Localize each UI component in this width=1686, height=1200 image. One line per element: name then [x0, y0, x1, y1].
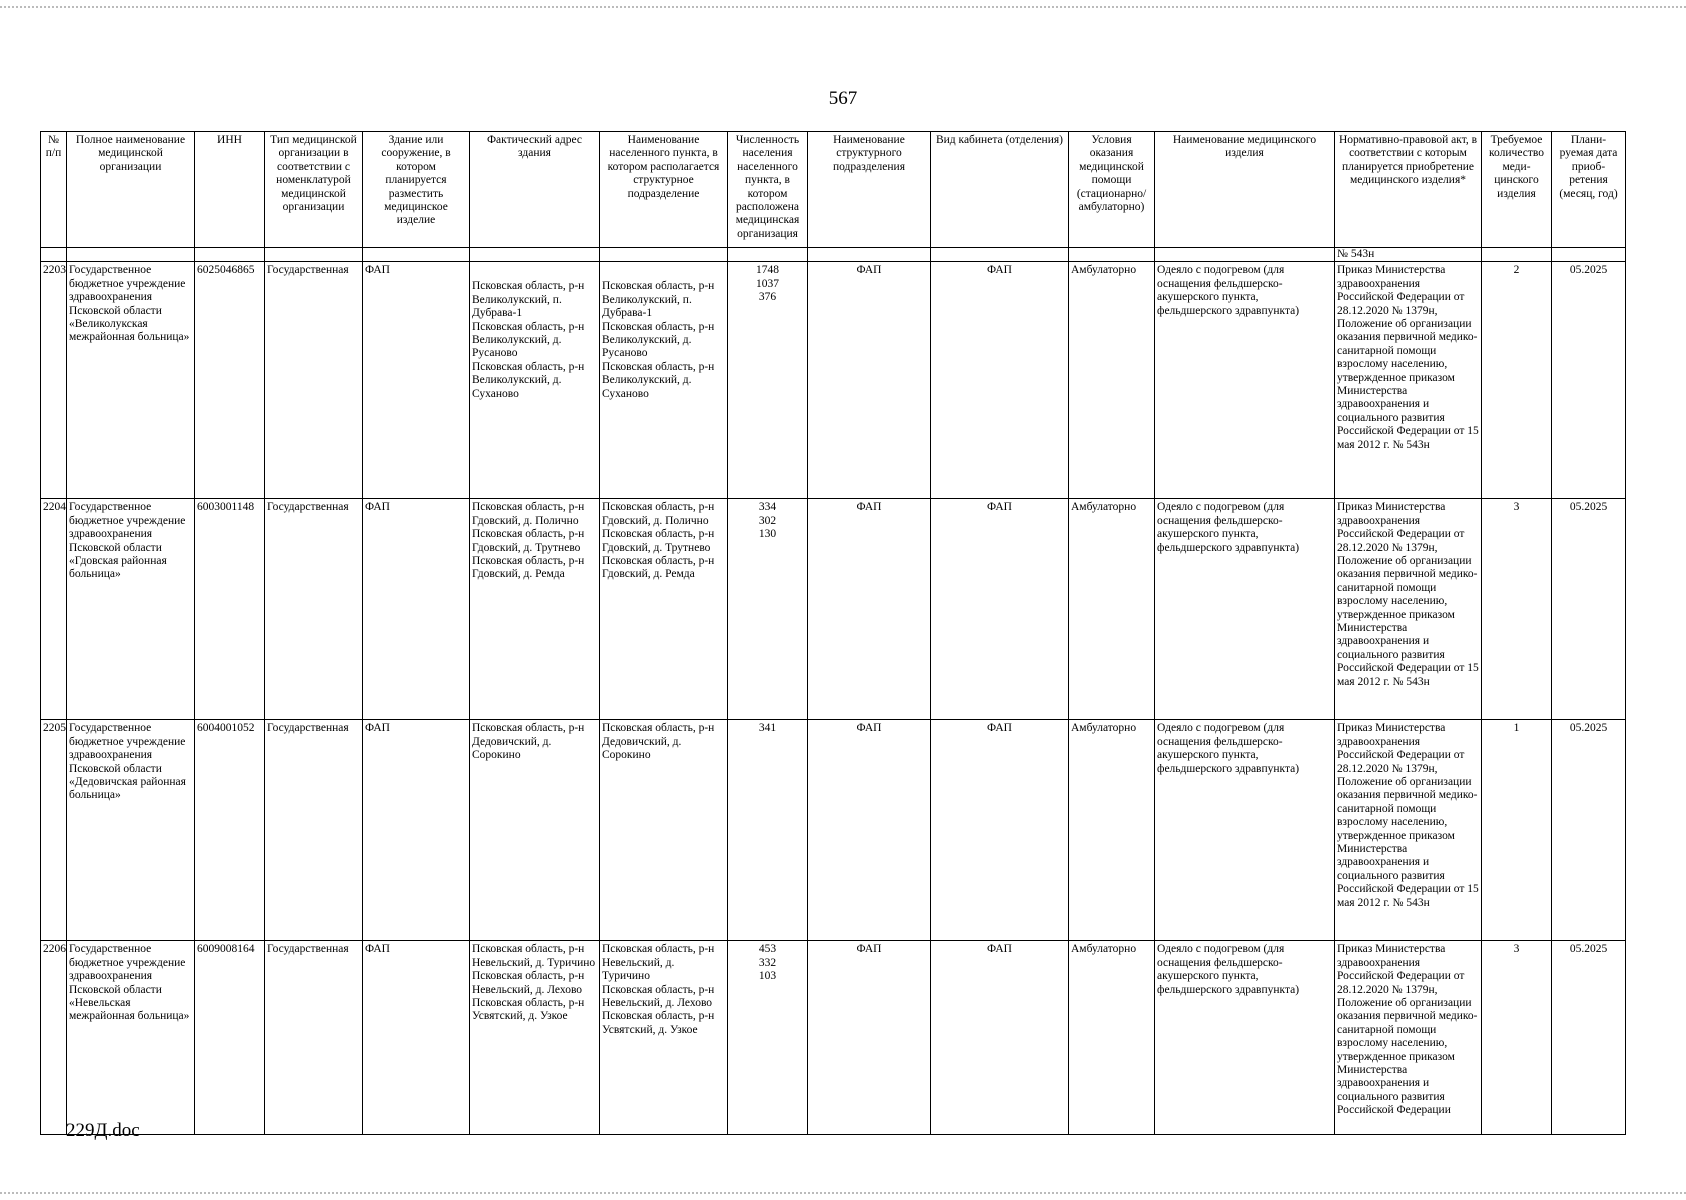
address-cell: [470, 720, 600, 941]
org-type: Государственная: [265, 262, 363, 499]
device: Одеяло с подогревом (для оснащения фельдшерско-акушерского пункта, фельдшерского здравпункта): [1155, 262, 1335, 499]
address: Псковская область, р-н Великолукский, д. Русаново: [472, 320, 585, 360]
org-type: Государственная: [265, 499, 363, 720]
subdivision: ФАП: [808, 720, 931, 941]
population: 332: [758, 956, 777, 969]
page-number: 567: [828, 88, 858, 109]
locality: Псковская область, р-н Гдовский, д. Ремда: [602, 555, 715, 581]
conditions: Амбулаторно: [1069, 262, 1155, 499]
row-number: 2205: [41, 720, 67, 941]
quantity: 1: [1482, 720, 1552, 941]
purchase-date: 05.2025: [1552, 499, 1626, 720]
header-cell: Требуемое количество меди-цинского изделия: [1482, 132, 1552, 248]
address: Псковская область, р-н Дедовичский, д. Сорокино: [472, 722, 585, 762]
legal-act: Приказ Министерства здравоохранения Российской Федерации от 28.12.2020 № 1379н, Положение об организации оказания первичной медико-санитарной помощи взрослому населению, утвержденное приказом Министерства здравоохранения и социального развития Российской Федерации от 15 мая 2012 г. № 543н: [1335, 499, 1482, 720]
header-cell: Здание или сооружение, в котором планируется разместить медицинское изделие: [363, 132, 470, 248]
header-cell: Фактический адрес здания: [470, 132, 600, 248]
org-type: Государственная: [265, 720, 363, 941]
org-name: Государственное бюджетное учреждение здравоохранения Псковской области «Дедовичская районная больница»: [67, 720, 195, 941]
header-cell: Плани-руемая дата приоб-ретения (месяц, год): [1552, 132, 1626, 248]
address: Псковская область, р-н Великолукский, д. Суханово: [472, 360, 585, 400]
header-cell: Тип медицинской организации в соответствии с номенклатурой медицинской организации: [265, 132, 363, 248]
subdivision: ФАП: [808, 941, 931, 1135]
cabinet: ФАП: [931, 262, 1069, 499]
locality: Псковская область, р-н Великолукский, д. Суханово: [602, 360, 715, 400]
table-row: [41, 941, 1626, 1135]
address: Псковская область, р-н Невельский, д. Лехово: [472, 970, 585, 996]
device: Одеяло с подогревом (для оснащения фельдшерско-акушерского пункта, фельдшерского здравпункта): [1155, 720, 1335, 941]
purchase-date: 05.2025: [1552, 720, 1626, 941]
locality: Псковская область, р-н Невельский, д. Лехово: [602, 983, 715, 1010]
address: Псковская область, р-н Великолукский, п. Дубрава-1: [472, 280, 585, 320]
locality: Псковская область, р-н Великолукский, п. Дубрава-1: [602, 280, 715, 320]
population: 1748: [756, 264, 779, 277]
address-cell: [470, 941, 600, 1135]
scan-edge-bottom: [0, 1192, 1686, 1194]
locality: Псковская область, р-н Невельский, д. Туричино: [602, 943, 715, 983]
conditions: Амбулаторно: [1069, 720, 1155, 941]
continuation-row: [41, 248, 1626, 262]
locality-cell: [600, 499, 728, 720]
locality: Псковская область, р-н Усвятский, д. Узкое: [602, 1010, 715, 1036]
header-cell: ИНН: [195, 132, 265, 248]
row-number: 2203: [41, 262, 67, 499]
population-cell: [728, 720, 808, 941]
org-type: Государственная: [265, 941, 363, 1135]
header-cell: Наименование медицинского изделия: [1155, 132, 1335, 248]
inn: 6009008164: [195, 941, 265, 1135]
header-cell: № п/п: [41, 132, 67, 248]
row-number: 2204: [41, 499, 67, 720]
org-name: Государственное бюджетное учреждение здравоохранения Псковской области «Гдовская районная больница»: [67, 499, 195, 720]
header-cell: Наименование населенного пункта, в котором располагается структурное подразделение: [600, 132, 728, 248]
inn: 6025046865: [195, 262, 265, 499]
continuation-act: № 543н: [1335, 248, 1482, 262]
header-cell: Условия оказания медицинской помощи (стационарно/ амбулаторно): [1069, 132, 1155, 248]
header-cell: Нормативно-правовой акт, в соответствии с которым планируется приобретение медицинского изделия*: [1335, 132, 1482, 248]
conditions: Амбулаторно: [1069, 941, 1155, 1135]
locality: Псковская область, р-н Гдовский, д. Трутнево: [602, 528, 715, 554]
population: 376: [758, 291, 777, 304]
population: 453: [758, 943, 777, 956]
population: 302: [758, 514, 777, 527]
scan-edge-top: [0, 6, 1686, 8]
locality-cell: [600, 941, 728, 1135]
population: 103: [758, 970, 777, 983]
population: 130: [758, 528, 777, 541]
subdivision: ФАП: [808, 499, 931, 720]
locality: Псковская область, р-н Великолукский, д. Русаново: [602, 320, 715, 360]
quantity: 2: [1482, 262, 1552, 499]
quantity: 3: [1482, 499, 1552, 720]
building: ФАП: [363, 720, 470, 941]
org-name: Государственное бюджетное учреждение здравоохранения Псковской области «Невельская межрайонная больница»: [67, 941, 195, 1135]
building: ФАП: [363, 499, 470, 720]
address: Псковская область, р-н Гдовский, д. Трутнево: [472, 528, 585, 554]
row-number: 2206: [41, 941, 67, 1135]
device: Одеяло с подогревом (для оснащения фельдшерско-акушерского пункта, фельдшерского здравпункта): [1155, 499, 1335, 720]
org-name: Государственное бюджетное учреждение здравоохранения Псковской области «Великолукская межрайонная больница»: [67, 262, 195, 499]
conditions: Амбулаторно: [1069, 499, 1155, 720]
header-cell: Численность населения населенного пункта, в котором расположена медицинская организация: [728, 132, 808, 248]
inn: 6003001148: [195, 499, 265, 720]
population: 334: [758, 501, 777, 514]
cabinet: ФАП: [931, 941, 1069, 1135]
cabinet: ФАП: [931, 499, 1069, 720]
building: ФАП: [363, 941, 470, 1135]
table-row: [41, 499, 1626, 720]
locality-cell: [600, 262, 728, 499]
address: Псковская область, р-н Невельский, д. Туричино: [472, 943, 596, 969]
header-cell: Наименование структурного подразделения: [808, 132, 931, 248]
population-cell: [728, 262, 808, 499]
legal-act: Приказ Министерства здравоохранения Российской Федерации от 28.12.2020 № 1379н, Положение об организации оказания первичной медико-санитарной помощи взрослому населению, утвержденное приказом Министерства здравоохранения и социального развития Российской Федерации от 15 мая 2012 г. № 543н: [1335, 262, 1482, 499]
address: Псковская область, р-н Гдовский, д. Полично: [472, 501, 585, 527]
legal-act: Приказ Министерства здравоохранения Российской Федерации от 28.12.2020 № 1379н, Положение об организации оказания первичной медико-санитарной помощи взрослому населению, утвержденное приказом Министерства здравоохранения и социального развития Российской Федерации от 15 мая 2012 г. № 543н: [1335, 720, 1482, 941]
address: Псковская область, р-н Усвятский, д. Узкое: [472, 997, 585, 1023]
registry-table: [40, 131, 1626, 1135]
header-cell: Вид кабинета (отделения): [931, 132, 1069, 248]
table-row: [41, 720, 1626, 941]
address: Псковская область, р-н Гдовский, д. Ремда: [472, 555, 585, 581]
address-cell: [470, 499, 600, 720]
document-filename: 229Д.doc: [66, 1120, 140, 1141]
locality: Псковская область, р-н Дедовичский, д. Сорокино: [602, 722, 715, 762]
population: 1037: [756, 277, 779, 290]
subdivision: ФАП: [808, 262, 931, 499]
quantity: 3: [1482, 941, 1552, 1135]
table-row: [41, 262, 1626, 499]
population-cell: [728, 499, 808, 720]
device: Одеяло с подогревом (для оснащения фельдшерско-акушерского пункта, фельдшерского здравпункта): [1155, 941, 1335, 1135]
locality: Псковская область, р-н Гдовский, д. Полично: [602, 501, 715, 527]
population-cell: [728, 941, 808, 1135]
address-cell: [470, 262, 600, 499]
building: ФАП: [363, 262, 470, 499]
header-cell: Полное наименование медицинской организации: [67, 132, 195, 248]
header-row: [41, 132, 1626, 248]
population: 341: [758, 722, 777, 735]
purchase-date: 05.2025: [1552, 262, 1626, 499]
inn: 6004001052: [195, 720, 265, 941]
legal-act: Приказ Министерства здравоохранения Российской Федерации от 28.12.2020 № 1379н, Положение об организации оказания первичной медико-санитарной помощи взрослому населению, утвержденное приказом Министерства здравоохранения и социального развития Российской Федерации: [1335, 941, 1482, 1135]
locality-cell: [600, 720, 728, 941]
cabinet: ФАП: [931, 720, 1069, 941]
purchase-date: 05.2025: [1552, 941, 1626, 1135]
